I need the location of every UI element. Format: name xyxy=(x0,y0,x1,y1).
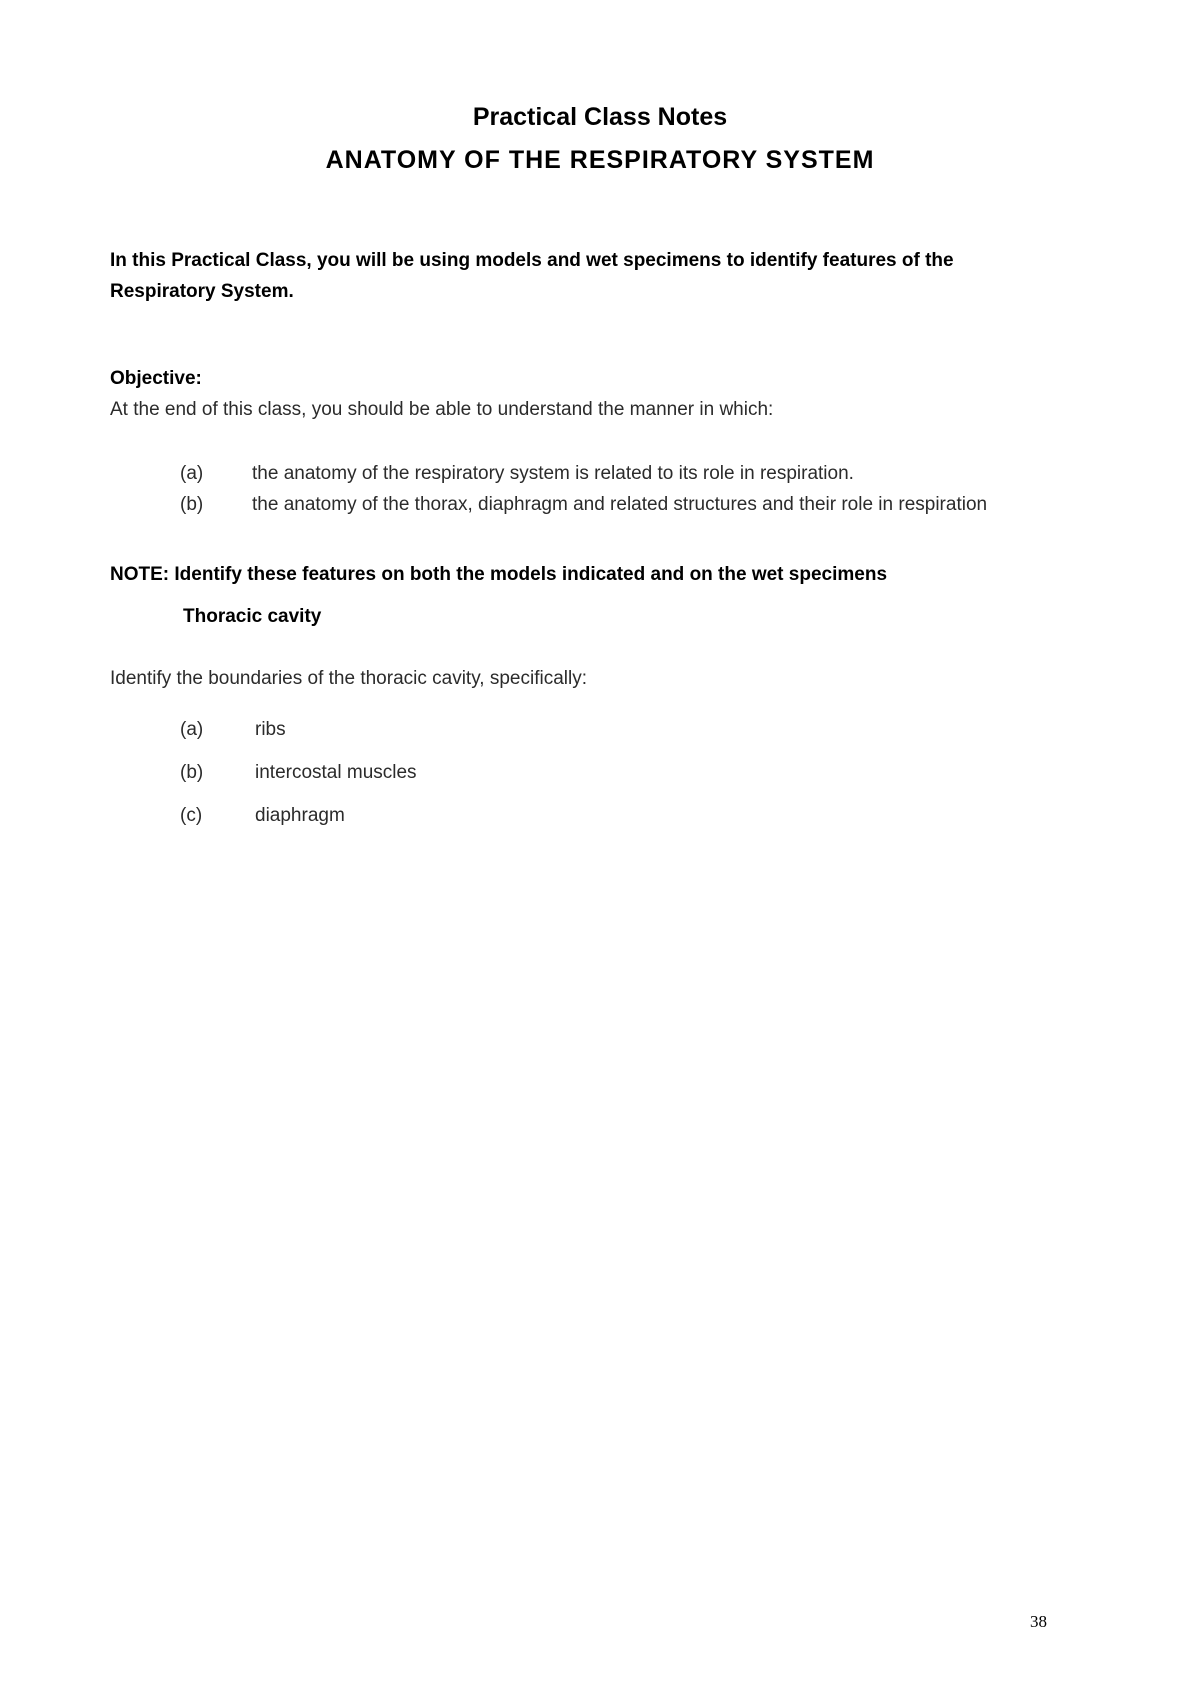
list-marker: (a) xyxy=(180,463,204,484)
list-marker: (a) xyxy=(180,719,204,740)
section-text: Identify the boundaries of the thoracic cavity, specifically: xyxy=(110,668,588,689)
list-item xyxy=(180,708,417,751)
objective-text: At the end of this class, you should be able to understand the manner in which: xyxy=(110,399,774,420)
list-item xyxy=(180,489,1062,520)
list-item-text: diaphragm xyxy=(255,805,345,826)
note-text: NOTE: Identify these features on both the models indicated and on the wet specimens xyxy=(110,564,888,585)
list-item xyxy=(180,794,417,837)
objective-heading: Objective: xyxy=(110,368,202,389)
boundary-list xyxy=(180,708,417,837)
list-item-text: intercostal muscles xyxy=(255,762,417,783)
list-item-text: the anatomy of the respiratory system is related to its role in respiration. xyxy=(252,463,854,484)
list-item-text: ribs xyxy=(255,719,286,740)
list-item xyxy=(180,458,1062,489)
page-title: Practical Class Notes xyxy=(472,103,728,131)
list-marker: (b) xyxy=(180,762,204,783)
objective-list xyxy=(180,458,1062,520)
page-number: 38 xyxy=(1030,1612,1047,1631)
list-marker: (c) xyxy=(180,805,203,826)
list-marker: (b) xyxy=(180,494,204,515)
intro-paragraph: In this Practical Class, you will be using models and wet specimens to identify features of the Respiratory System. xyxy=(110,250,954,302)
list-item xyxy=(180,751,417,794)
list-item-text: the anatomy of the thorax, diaphragm and related structures and their role in respiration xyxy=(252,494,988,515)
page-subtitle: ANATOMY OF THE RESPIRATORY SYSTEM xyxy=(325,146,875,174)
section-heading: Thoracic cavity xyxy=(183,606,322,627)
